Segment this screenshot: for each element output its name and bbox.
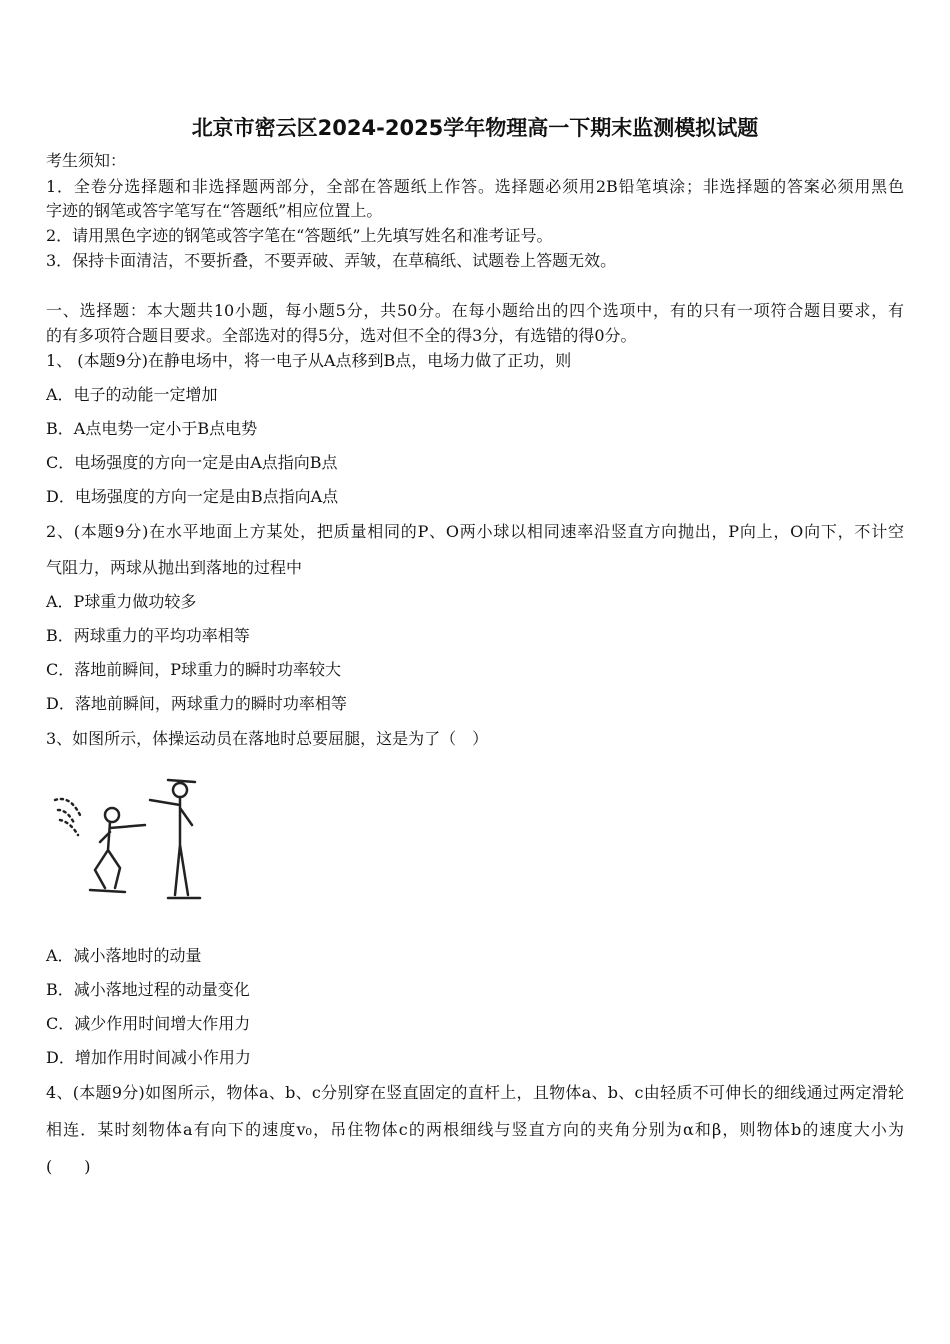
question-stem: 相连．某时刻物体a有向下的速度v₀，吊住物体c的两根细线与竖直方向的夹角分别为α和β，则物体b的速度大小为	[46, 1120, 904, 1139]
notice-line: 3．保持卡面清洁，不要折叠，不要弄破、弄皱，在草稿纸、试题卷上答题无效。	[46, 251, 617, 270]
question-option: A．P球重力做功较多	[46, 592, 197, 611]
question-option: D．落地前瞬间，两球重力的瞬时功率相等	[46, 694, 347, 713]
page-title: 北京市密云区2024-2025学年物理高一下期末监测模拟试题	[191, 116, 759, 140]
question-option: D．增加作用时间减小作用力	[46, 1048, 251, 1067]
answer-blank: ( )	[46, 1157, 91, 1176]
question-option: C．电场强度的方向一定是由A点指向B点	[46, 453, 338, 472]
question-option: B．A点电势一定小于B点电势	[46, 419, 258, 438]
notice-line: 1．全卷分选择题和非选择题两部分，全部在答题纸上作答。选择题必须用2B铅笔填涂；非选择题的答案必须用黑色	[46, 177, 904, 196]
question-option: C．落地前瞬间，P球重力的瞬时功率较大	[46, 660, 342, 679]
question-option: A．电子的动能一定增加	[46, 385, 218, 404]
notice-heading: 考生须知：	[46, 151, 127, 170]
question-stem: 2、(本题9分)在水平地面上方某处，把质量相同的P、O两小球以相同速率沿竖直方向抛出，P向上，O向下，不计空	[46, 522, 904, 541]
notice-line: 2．请用黑色字迹的钢笔或答字笔在“答题纸”上先填写姓名和准考证号。	[46, 226, 553, 245]
question-option: C．减少作用时间增大作用力	[46, 1014, 251, 1033]
question-option: B．两球重力的平均功率相等	[46, 626, 250, 645]
question-option: A．减小落地时的动量	[46, 946, 202, 965]
gymnast-figure	[50, 770, 220, 905]
question-option: D．电场强度的方向一定是由B点指向A点	[46, 487, 339, 506]
question-stem: 3、如图所示，体操运动员在落地时总要屈腿，这是为了（ ）	[46, 729, 489, 748]
question-stem: 1、 (本题9分)在静电场中，将一电子从A点移到B点，电场力做了正功，则	[46, 351, 572, 370]
section-heading: 一、选择题：本大题共10小题，每小题5分，共50分。在每小题给出的四个选项中，有的只有一项符合题目要求，有	[46, 301, 904, 320]
section-heading: 的有多项符合题目要求。全部选对的得5分，选对但不全的得3分，有选错的得0分。	[46, 326, 637, 345]
question-option: B．减小落地过程的动量变化	[46, 980, 250, 999]
question-stem: 4、(本题9分)如图所示，物体a、b、c分别穿在竖直固定的直杆上，且物体a、b、c由轻质不可伸长的细线通过两定滑轮	[46, 1083, 904, 1102]
question-stem: 气阻力，两球从抛出到落地的过程中	[46, 558, 303, 577]
notice-line: 字迹的钢笔或答字笔写在“答题纸”相应位置上。	[46, 201, 383, 220]
